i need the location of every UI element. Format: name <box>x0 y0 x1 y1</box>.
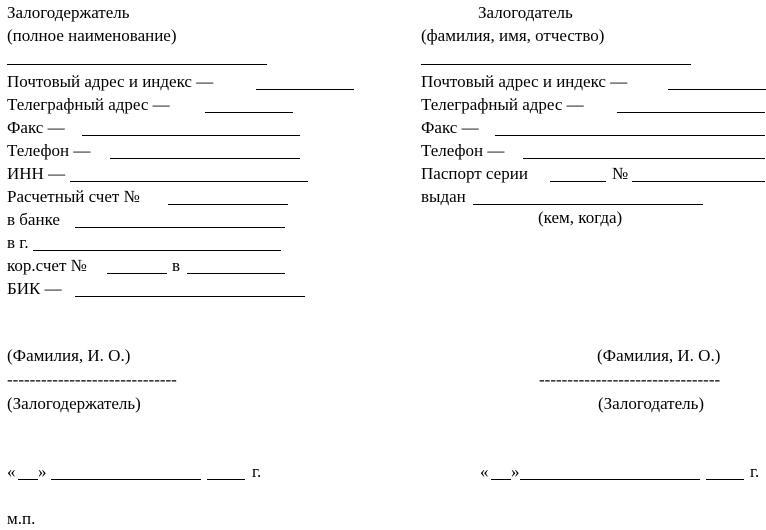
pledgor-fax-label: Факс — <box>421 118 479 137</box>
pledgor-telegraph-label: Телеграфный адрес — <box>421 95 584 114</box>
pledgor-date-year-field[interactable] <box>706 479 744 480</box>
pledgor-date-year-label: г. <box>750 462 760 481</box>
pledgor-fax-field[interactable] <box>495 135 765 136</box>
pledgor-passport-series-field[interactable] <box>550 181 606 182</box>
pledgee-phone-label: Телефон — <box>7 141 91 160</box>
pledgor-subheading: (фамилия, имя, отчество) <box>421 26 605 45</box>
pledgor-date-month-field[interactable] <box>520 479 700 480</box>
pledgee-inn-field[interactable] <box>70 181 308 182</box>
pledgee-bank-label: в банке <box>7 210 60 229</box>
pledgee-corr-label: кор.счет № <box>7 256 87 275</box>
stamp-place-label: м.п. <box>7 509 36 528</box>
pledgee-signature-line[interactable]: ------------------------------ <box>7 370 177 389</box>
pledgee-date-month-field[interactable] <box>51 479 201 480</box>
pledgee-postal-field[interactable] <box>256 89 354 90</box>
pledgor-issued-hint: (кем, когда) <box>538 208 623 227</box>
pledgor-postal-field[interactable] <box>668 89 766 90</box>
pledgor-date-day-field[interactable] <box>491 479 511 480</box>
pledgee-date-year-field[interactable] <box>207 479 245 480</box>
pledgor-heading: Залогодатель <box>478 3 573 22</box>
pledgee-signature-role: (Залогодержатель) <box>7 394 141 413</box>
pledgee-account-field[interactable] <box>168 204 288 205</box>
pledgee-date-close-quote: » <box>38 462 47 481</box>
pledgor-telegraph-field[interactable] <box>617 112 765 113</box>
pledgee-heading: Залогодержатель <box>7 3 130 22</box>
pledgee-name-field[interactable] <box>7 64 267 65</box>
pledgor-signature-role: (Залогодатель) <box>598 394 705 413</box>
pledgor-name-field[interactable] <box>421 64 691 65</box>
pledgee-bik-label: БИК — <box>7 279 62 298</box>
pledgee-corr-bank-field[interactable] <box>187 273 285 274</box>
pledgor-postal-label: Почтовый адрес и индекс — <box>421 72 628 91</box>
pledgee-city-field[interactable] <box>33 250 281 251</box>
pledgor-phone-field[interactable] <box>523 158 765 159</box>
pledgee-date-open-quote: « <box>7 462 16 481</box>
pledgee-fax-field[interactable] <box>82 135 300 136</box>
pledgee-phone-field[interactable] <box>110 158 300 159</box>
pledgor-signature-line[interactable]: -------------------------------- <box>539 370 721 389</box>
pledgor-passport-no-label: № <box>612 164 629 183</box>
pledgee-corr-in-label: в <box>172 256 181 275</box>
pledgee-date-year-label: г. <box>252 462 262 481</box>
pledgee-telegraph-label: Телеграфный адрес — <box>7 95 170 114</box>
pledgor-signature-name: (Фамилия, И. О.) <box>597 346 721 365</box>
pledgee-inn-label: ИНН — <box>7 164 66 183</box>
pledgor-issued-field[interactable] <box>473 204 703 205</box>
pledgee-corr-field[interactable] <box>107 273 167 274</box>
pledgee-subheading: (полное наименование) <box>7 26 177 45</box>
pledgor-passport-no-field[interactable] <box>632 181 765 182</box>
pledgee-bik-field[interactable] <box>75 296 305 297</box>
pledgor-date-close-quote: » <box>511 462 520 481</box>
pledgor-date-open-quote: « <box>480 462 489 481</box>
pledgee-postal-label: Почтовый адрес и индекс — <box>7 72 214 91</box>
pledgee-city-label: в г. <box>7 233 29 252</box>
pledgee-signature-name: (Фамилия, И. О.) <box>7 346 131 365</box>
pledgor-passport-series-label: Паспорт серии <box>421 164 528 183</box>
pledgee-account-label: Расчетный счет № <box>7 187 140 206</box>
pledgee-date-day-field[interactable] <box>18 479 38 480</box>
pledgor-phone-label: Телефон — <box>421 141 505 160</box>
pledgee-fax-label: Факс — <box>7 118 65 137</box>
pledgee-telegraph-field[interactable] <box>205 112 293 113</box>
pledgee-bank-field[interactable] <box>75 227 285 228</box>
pledgor-issued-label: выдан <box>421 187 466 206</box>
